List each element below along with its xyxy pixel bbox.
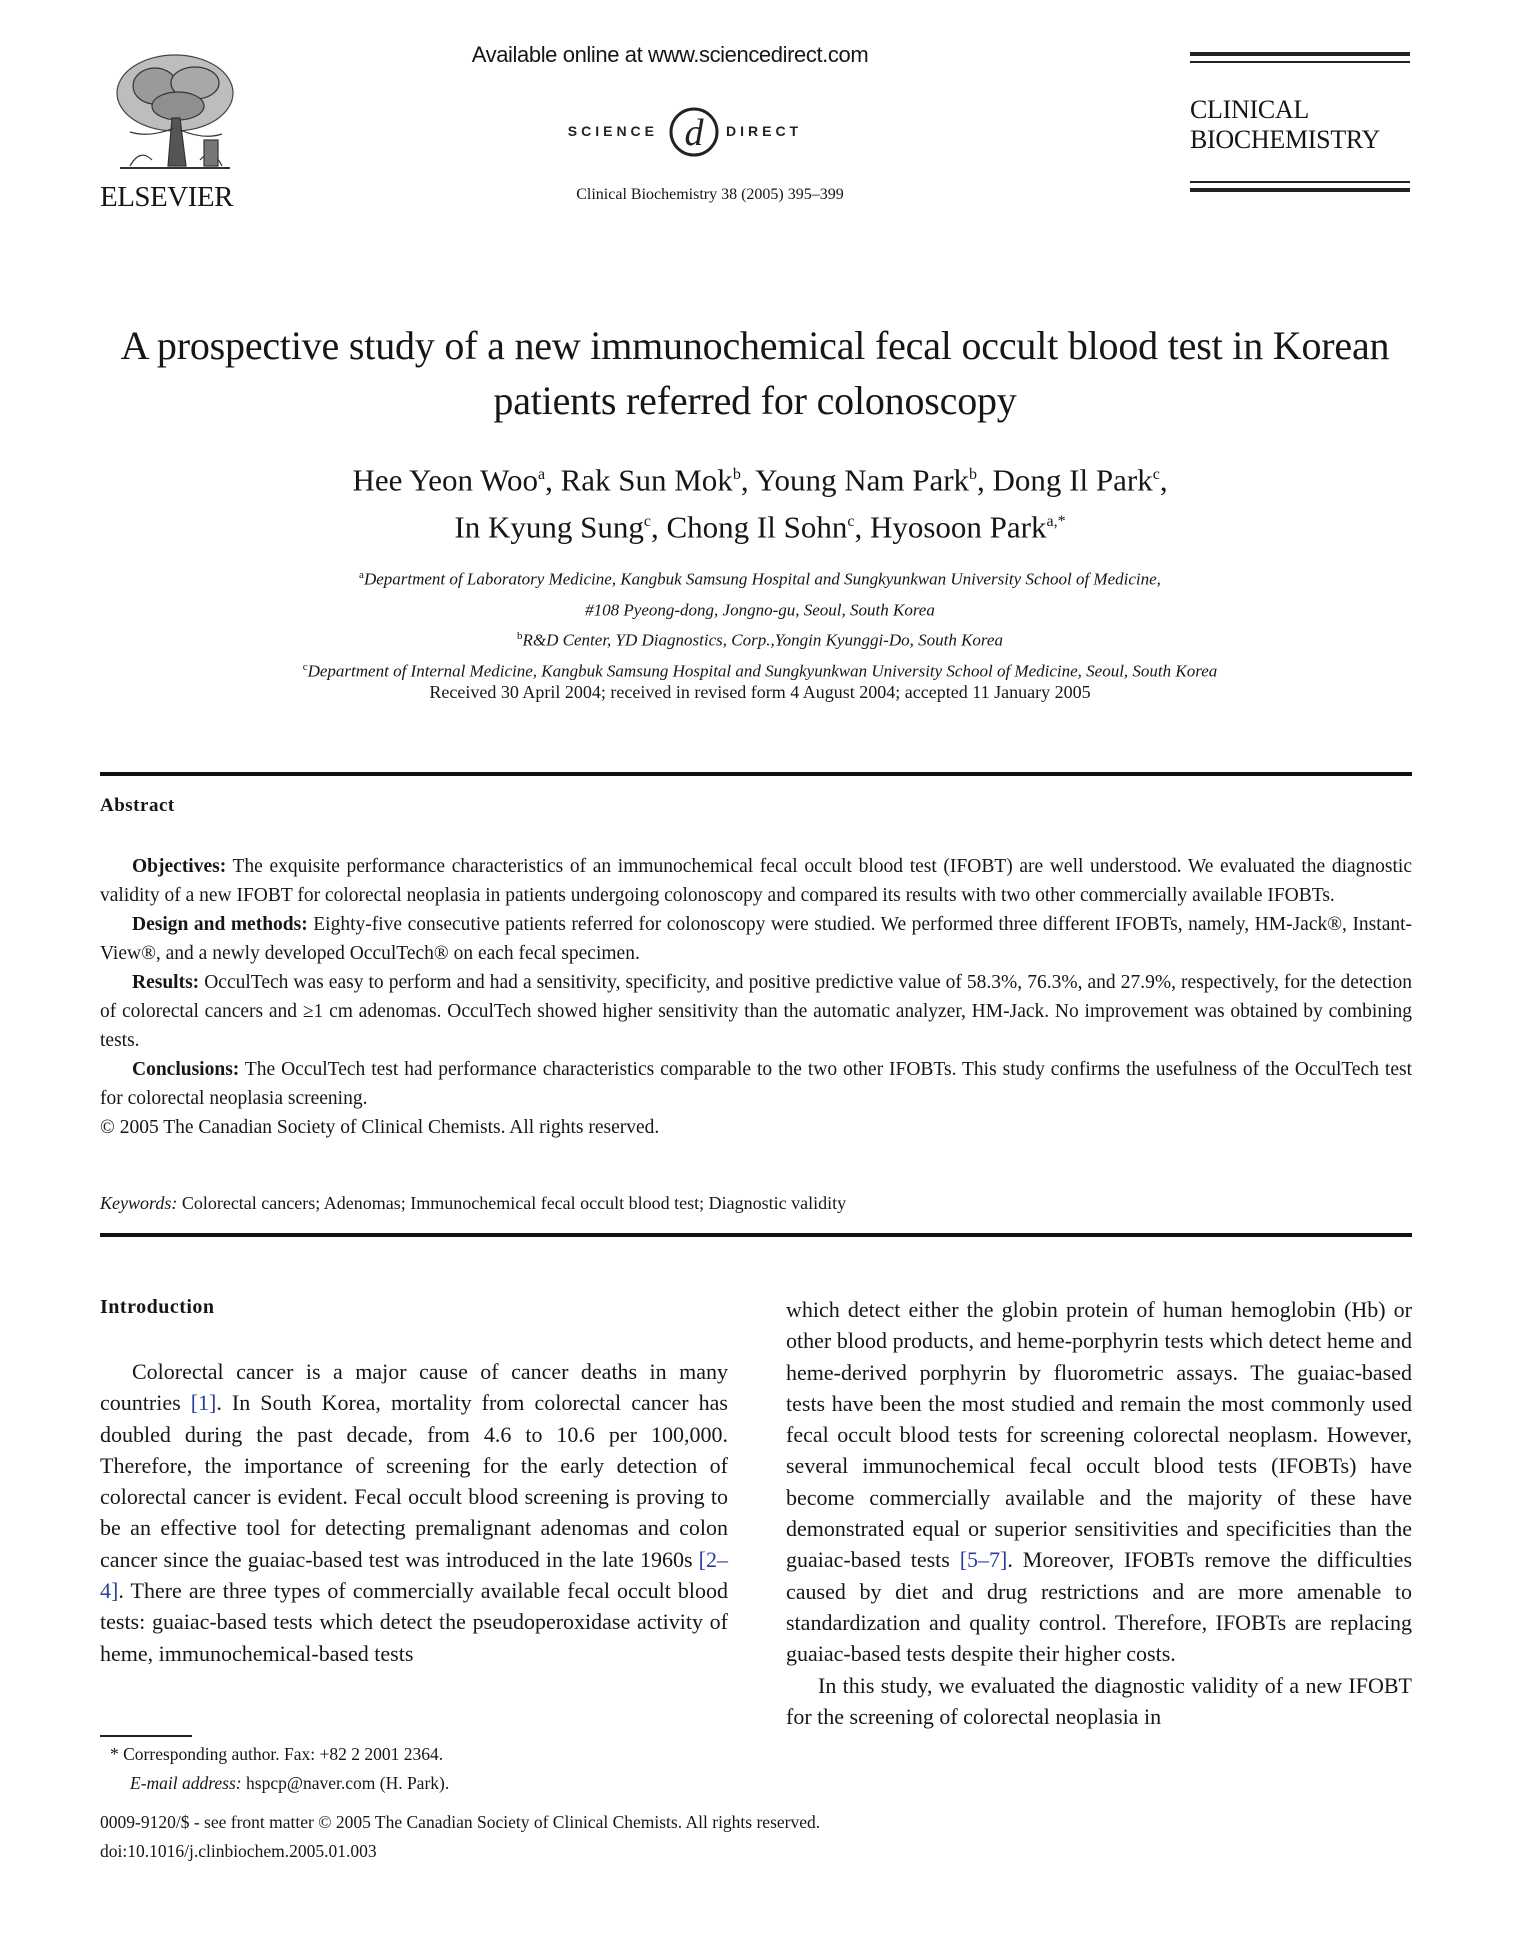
body-text: . In South Korea, mortality from colorectal cancer has doubled during the past decade, from 4.6 to 10.6 per 100,000. Therefore, the importance of screening for the early detection of colorectal cancer is evident. Fecal occult blood screening is proving to be an effective tool for detecting premalignant adenomas and colon cancer since the guaiac-based test was introduced in the late 1960s — [100, 1390, 728, 1572]
author-affil-mark: c — [1152, 466, 1160, 483]
svg-text:d: d — [684, 112, 704, 154]
keywords — [100, 1193, 1412, 1214]
sd-logo-direct: DIRECT — [726, 123, 803, 139]
doi-line[interactable]: doi:10.1016/j.clinbiochem.2005.01.003 — [100, 1841, 377, 1861]
affiliations — [150, 562, 1370, 685]
author-affil-mark: a — [537, 466, 546, 483]
author-sep: , — [740, 462, 756, 498]
affiliation-text: #108 Pyeong-dong, Jongno-gu, Seoul, South Korea — [585, 600, 935, 620]
abstract-top-rule — [100, 772, 1412, 776]
abstract-section-label: Design and methods: — [132, 914, 308, 935]
author-affil-mark: b — [732, 466, 741, 483]
author-name: Rak Sun Mok — [560, 462, 733, 498]
author-affil-mark: c — [847, 513, 855, 531]
author-line — [120, 454, 1400, 501]
affiliation — [150, 562, 1370, 593]
journal-name — [1190, 95, 1410, 155]
author-name: Chong Il Sohn — [666, 509, 848, 545]
author-sep: , — [545, 462, 561, 498]
affiliation-text: Department of Laboratory Medicine, Kangbuk Samsung Hospital and Sungkyunkwan University School of Medicine, — [363, 569, 1161, 589]
author-affil-mark: b — [969, 466, 978, 483]
author-name: Hee Yeon Woo — [352, 462, 538, 498]
footnotes — [100, 1740, 728, 1798]
affiliation — [150, 654, 1370, 685]
masthead-rule — [1190, 188, 1410, 192]
masthead-rule — [1190, 52, 1410, 56]
abstract-objectives — [100, 852, 1412, 910]
author-name: Dong Il Park — [992, 462, 1153, 498]
email-note — [100, 1769, 728, 1798]
footnote-rule — [100, 1735, 192, 1737]
affiliation — [150, 623, 1370, 654]
publisher-name: ELSEVIER — [100, 181, 233, 213]
journal-name-line: BIOCHEMISTRY — [1190, 125, 1380, 154]
journal-name-line: CLINICAL — [1190, 95, 1309, 124]
abstract-section-text: The OcculTech test had performance characteristics comparable to the two other IFOBTs. This study confirms the usefulness of the OcculTech test for colorectal neoplasia screening. — [100, 1059, 1412, 1109]
author-sep: , — [1159, 462, 1168, 498]
affiliation — [150, 593, 1370, 624]
corresponding-author-note: * Corresponding author. Fax: +82 2 2001 2364. — [110, 1744, 444, 1764]
abstract-section-label: Objectives: — [132, 856, 227, 877]
author-affil-mark: c — [643, 513, 651, 531]
front-matter — [100, 1808, 1200, 1866]
email-label: E-mail address: — [130, 1773, 242, 1793]
citation-link[interactable]: [5–7] — [959, 1547, 1008, 1573]
body-column-right — [786, 1294, 1412, 1732]
elsevier-tree-icon — [100, 48, 250, 178]
issn-copyright-line: 0009-9120/$ - see front matter © 2005 The Canadian Society of Clinical Chemists. All rights reserved. — [100, 1812, 821, 1832]
abstract-section-label: Results: — [132, 972, 200, 993]
available-online-text: Available online at www.sciencedirect.com — [471, 42, 869, 67]
email-address[interactable]: hspcp@naver.com (H. Park). — [246, 1773, 450, 1793]
masthead-rule — [1190, 181, 1410, 183]
abstract-results — [100, 968, 1412, 1055]
keywords-label: Keywords: — [100, 1193, 178, 1213]
sciencedirect-logo — [560, 98, 860, 164]
affiliation-mark: c — [302, 660, 308, 673]
author-sep: , — [977, 462, 993, 498]
abstract-bottom-rule — [100, 1233, 1412, 1237]
elsevier-logo — [100, 48, 250, 212]
body-column-left — [100, 1356, 728, 1669]
abstract-copyright: © 2005 The Canadian Society of Clinical Chemists. All rights reserved. — [100, 1117, 660, 1138]
abstract-body — [100, 852, 1412, 1142]
journal-masthead — [1190, 52, 1410, 197]
citation-link[interactable]: [2–4] — [100, 1546, 728, 1604]
abstract-section-text: OcculTech was easy to perform and had a sensitivity, specificity, and positive predictive value of 58.3%, 76.3%, and 27.9%, respectively, for the detection of colorectal cancers and ≥1 cm adenomas. OcculTech showed higher sensitivity than the automatic analyzer, HM-Jack. No improvement was obtained by combining tests. — [100, 972, 1412, 1051]
sciencedirect-d-icon — [671, 109, 717, 155]
author-name: In Kyung Sung — [454, 509, 644, 545]
paper-title: A prospective study of a new immunochemical fecal occult blood test in Korean patients referred for colonoscopy — [120, 323, 1390, 423]
body-paragraph — [100, 1356, 728, 1669]
citation-link[interactable]: [1] — [190, 1390, 217, 1416]
body-text: which detect either the globin protein of human hemoglobin (Hb) or other blood products, and heme-porphyrin tests which detect heme and heme-derived porphyrin by fluorometric assays. The guaiac-based tests have been the most studied and remain the most commonly used fecal occult blood tests for screening colorectal neoplasm. However, several immunochemical fecal occult blood tests (IFOBTs) have become commercially available and the majority of these have demonstrated equal or superior sensitivities and specificities than the guaiac-based tests — [786, 1297, 1412, 1573]
author-name: Hyosoon Park — [869, 509, 1047, 545]
abstract-section-text: Eighty-five consecutive patients referred for colonoscopy were studied. We performed three different IFOBTs, namely, HM-Jack®, Instant-View®, and a newly developed OcculTech® on each fecal specimen. — [100, 914, 1413, 964]
abstract-heading: Abstract — [100, 795, 175, 816]
introduction-heading: Introduction — [100, 1296, 215, 1318]
abstract-section-text: The exquisite performance characteristics of an immunochemical fecal occult blood test (IFOBT) are well understood. We evaluated the diagnostic validity of a new IFOBT for colorectal neoplasia in patients undergoing colonoscopy and compared its results with two other commercially available IFOBTs. — [100, 856, 1412, 906]
abstract-design — [100, 910, 1412, 968]
keywords-text: Colorectal cancers; Adenomas; Immunochemical fecal occult blood test; Diagnostic validity — [181, 1193, 847, 1213]
affiliation-mark: a — [359, 569, 364, 581]
sd-logo-science: SCIENCE — [567, 123, 658, 139]
author-line — [120, 501, 1400, 548]
body-paragraph — [786, 1294, 1412, 1670]
author-sep: , — [854, 509, 870, 545]
masthead-rule — [1190, 61, 1410, 63]
author-affil-mark: a,* — [1046, 513, 1066, 531]
abstract-conclusions — [100, 1055, 1412, 1113]
author-list — [120, 454, 1400, 549]
affiliation-mark: b — [517, 630, 523, 643]
affiliation-text: Department of Internal Medicine, Kangbuk Samsung Hospital and Sungkyunkwan University School of Medicine, Seoul, South Korea — [307, 661, 1218, 681]
received-dates: Received 30 April 2004; received in revised form 4 August 2004; accepted 11 January 2005 — [429, 682, 1091, 702]
body-text: . There are three types of commercially available fecal occult blood tests: guaiac-based tests which detect the pseudoperoxidase activity of heme, immunochemical-based tests — [100, 1578, 728, 1666]
author-name: Young Nam Park — [755, 462, 970, 498]
affiliation-text: R&D Center, YD Diagnostics, Corp.,Yongin Kyunggi-Do, South Korea — [522, 630, 1003, 650]
body-text: Colorectal cancer is a major cause of cancer deaths in many countries — [100, 1359, 728, 1416]
body-paragraph: In this study, we evaluated the diagnostic validity of a new IFOBT for the screening of colorectal neoplasia in — [786, 1672, 1412, 1729]
body-text: . Moreover, IFOBTs remove the difficulties caused by diet and drug restrictions and are more amenable to standardization and quality control. Therefore, IFOBTs are replacing guaiac-based tests despite their higher costs. — [786, 1547, 1413, 1667]
abstract-section-label: Conclusions: — [132, 1059, 240, 1080]
author-sep: , — [650, 509, 667, 545]
journal-citation: Clinical Biochemistry 38 (2005) 395–399 — [576, 186, 844, 203]
